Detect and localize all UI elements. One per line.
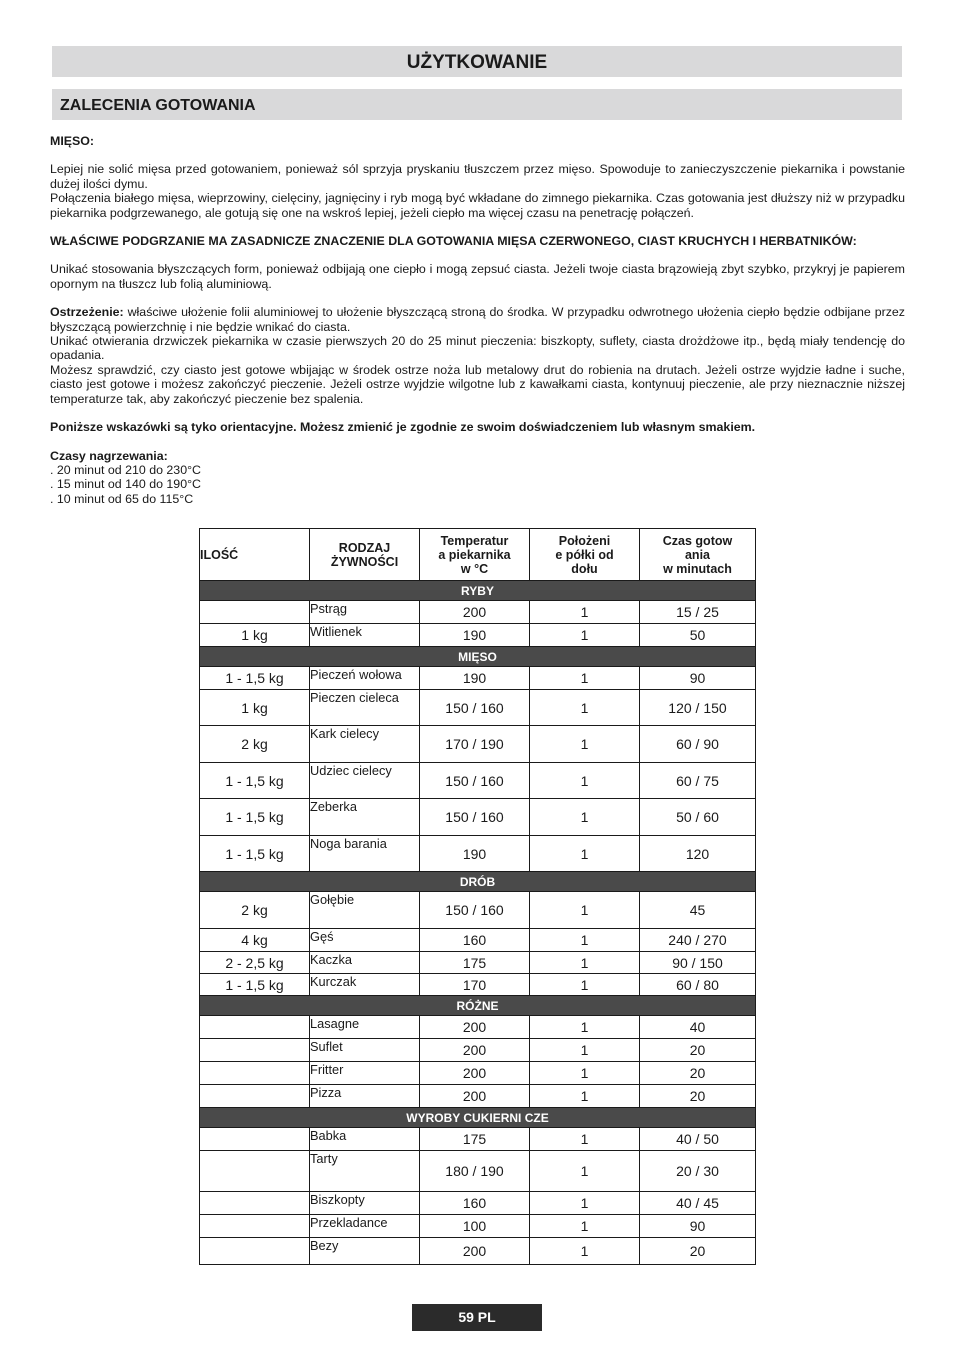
table-section-label: RYBY — [200, 581, 756, 601]
table-section-row — [200, 647, 756, 667]
time-cell: 120 — [640, 836, 756, 872]
time-cell: 40 — [640, 1016, 756, 1039]
shelf-cell: 1 — [530, 1062, 640, 1085]
body-text — [50, 134, 905, 506]
table-row — [200, 892, 756, 929]
shelf-cell: 1 — [530, 1039, 640, 1062]
warning-paragraph — [50, 305, 905, 334]
shelf-cell: 1 — [530, 624, 640, 647]
time-cell: 120 / 150 — [640, 690, 756, 726]
food-cell: Gołębie — [310, 892, 420, 929]
time-cell: 40 / 45 — [640, 1192, 756, 1215]
food-cell: Pieczen cieleca — [310, 690, 420, 726]
quantity-cell: 4 kg — [200, 929, 310, 952]
table-section-row — [200, 581, 756, 601]
shelf-cell: 1 — [530, 952, 640, 974]
temperature-cell: 190 — [420, 667, 530, 690]
meat-paragraph-1: Lepiej nie solić mięsa przed gotowaniem, ponieważ sól sprzyja pryskaniu tłuszczem przez mięso. Spowoduje to zanieczyszczenie piekarnika i powstanie dużej ilości dymu. — [50, 162, 905, 191]
time-cell: 20 — [640, 1238, 756, 1265]
table-section-label: WYROBY CUKIERNI CZE — [200, 1108, 756, 1128]
page-number: 59 PL — [412, 1304, 542, 1331]
time-cell: 60 / 80 — [640, 974, 756, 996]
temperature-cell: 160 — [420, 1192, 530, 1215]
time-cell: 20 / 30 — [640, 1151, 756, 1192]
time-cell: 90 — [640, 667, 756, 690]
section-heading: ZALECENIA GOTOWANIA — [60, 97, 256, 114]
food-cell: Noga barania — [310, 836, 420, 872]
temperature-cell: 170 — [420, 974, 530, 996]
table-row — [200, 1039, 756, 1062]
time-cell: 90 / 150 — [640, 952, 756, 974]
temperature-cell: 160 — [420, 929, 530, 952]
preheat-time-item: . 10 minut od 65 do 115°C — [50, 491, 194, 506]
temperature-cell: 175 — [420, 1128, 530, 1151]
time-cell: 40 / 50 — [640, 1128, 756, 1151]
quantity-cell: 1 - 1,5 kg — [200, 974, 310, 996]
food-cell: Kaczka — [310, 952, 420, 974]
time-cell: 20 — [640, 1039, 756, 1062]
temperature-cell: 200 — [420, 1085, 530, 1108]
food-cell: Fritter — [310, 1062, 420, 1085]
shelf-cell: 1 — [530, 1215, 640, 1238]
temperature-cell: 150 / 160 — [420, 763, 530, 799]
quantity-cell — [200, 1192, 310, 1215]
temperature-cell: 150 / 160 — [420, 892, 530, 929]
table-row — [200, 690, 756, 726]
food-cell: Bezy — [310, 1238, 420, 1265]
shelf-cell: 1 — [530, 1151, 640, 1192]
shelf-cell: 1 — [530, 799, 640, 836]
temperature-cell: 200 — [420, 1039, 530, 1062]
temperature-cell: 150 / 160 — [420, 799, 530, 836]
guideline-paragraph: Poniższe wskazówki są tyko orientacyjne. Możesz zmienić je zgodnie ze swoim doświadczeniem lub własnym smakiem. — [50, 420, 756, 435]
temperature-cell: 150 / 160 — [420, 690, 530, 726]
quantity-cell: 2 - 2,5 kg — [200, 952, 310, 974]
quantity-cell: 1 - 1,5 kg — [200, 667, 310, 690]
meat-heading: MIĘSO: — [50, 134, 95, 148]
quantity-cell: 1 - 1,5 kg — [200, 763, 310, 799]
quantity-cell — [200, 1238, 310, 1265]
shelf-cell: 1 — [530, 690, 640, 726]
quantity-cell — [200, 1016, 310, 1039]
preheat-time-item: . 20 minut od 210 do 230°C — [50, 462, 201, 477]
meat-paragraph-2: Połączenia białego mięsa, wieprzowiny, cielęciny, jagnięciny i ryb mogą być wkładane do zimnego piekarnika. Czas gotowania jest dłuższy niż w przypadku piekarnika podgrzewanego, ale gotują się one na wskroś lepiej, jeżeli ciepło ma więcej czasu na penetrację połączeń. — [50, 191, 905, 220]
table-row — [200, 1238, 756, 1265]
food-cell: Przekladance — [310, 1215, 420, 1238]
temperature-cell: 200 — [420, 1238, 530, 1265]
shelf-cell: 1 — [530, 892, 640, 929]
table-row — [200, 1016, 756, 1039]
time-cell: 15 / 25 — [640, 601, 756, 624]
quantity-cell — [200, 1128, 310, 1151]
quantity-cell: 1 - 1,5 kg — [200, 799, 310, 836]
shelf-cell: 1 — [530, 601, 640, 624]
food-cell: Biszkopty — [310, 1192, 420, 1215]
temperature-cell: 190 — [420, 624, 530, 647]
time-cell: 20 — [640, 1062, 756, 1085]
table-row — [200, 1062, 756, 1085]
temperature-cell: 170 / 190 — [420, 726, 530, 763]
quantity-cell: 1 kg — [200, 690, 310, 726]
time-cell: 50 — [640, 624, 756, 647]
page-title-bar — [52, 46, 902, 77]
food-cell: Witlienek — [310, 624, 420, 647]
shelf-cell: 1 — [530, 726, 640, 763]
preheat-heading: WŁAŚCIWE PODGRZANIE MA ZASADNICZE ZNACZENIE DLA GOTOWANIA MIĘSA CZERWONEGO, CIAST KRUCHYCH I HERBATNIKÓW: — [50, 234, 857, 249]
time-cell: 50 / 60 — [640, 799, 756, 836]
shelf-cell: 1 — [530, 667, 640, 690]
table-section-label: RÓŻNE — [200, 996, 756, 1016]
quantity-cell — [200, 601, 310, 624]
section-heading-bar — [52, 89, 902, 120]
shelf-cell: 1 — [530, 763, 640, 799]
table-row — [200, 974, 756, 996]
table-row — [200, 763, 756, 799]
table-section-label: DRÓB — [200, 872, 756, 892]
table-row — [200, 726, 756, 763]
table-row — [200, 799, 756, 836]
time-cell: 240 / 270 — [640, 929, 756, 952]
table-row — [200, 836, 756, 872]
shelf-cell: 1 — [530, 974, 640, 996]
time-cell: 20 — [640, 1085, 756, 1108]
preheat-times-heading: Czasy nagrzewania: — [50, 448, 168, 463]
food-cell: Kurczak — [310, 974, 420, 996]
header-food-type: RODZAJ ŻYWNOŚCI — [310, 529, 420, 581]
preheat-time-item: . 15 minut od 140 do 190°C — [50, 477, 201, 492]
temperature-cell: 175 — [420, 952, 530, 974]
table-row — [200, 952, 756, 974]
table-section-row — [200, 1108, 756, 1128]
table-section-label: MIĘSO — [200, 647, 756, 667]
food-cell: Babka — [310, 1128, 420, 1151]
temperature-cell: 100 — [420, 1215, 530, 1238]
temperature-cell: 200 — [420, 601, 530, 624]
quantity-cell — [200, 1039, 310, 1062]
shiny-forms-paragraph: Unikać stosowania błyszczących form, ponieważ odbijają one ciepło i mogą zepsuć ciasta. Jeżeli twoje ciasta brązowieją zbyt szybko, przykryj je papierem opornym na tłuszcz lub folią aluminiową. — [50, 262, 905, 291]
table-row — [200, 1128, 756, 1151]
header-quantity: ILOŚĆ — [200, 529, 310, 581]
food-cell: Udziec cielecy — [310, 763, 420, 799]
food-cell: Suflet — [310, 1039, 420, 1062]
quantity-cell: 2 kg — [200, 726, 310, 763]
table-section-row — [200, 872, 756, 892]
temperature-cell: 200 — [420, 1062, 530, 1085]
page-title: UŻYTKOWANIE — [406, 52, 548, 73]
shelf-cell: 1 — [530, 1238, 640, 1265]
warning-label: Ostrzeżenie: — [50, 305, 124, 320]
header-cooking-time: Czas gotow ania w minutach — [640, 529, 756, 581]
table-row — [200, 601, 756, 624]
temperature-cell: 180 / 190 — [420, 1151, 530, 1192]
food-cell: Pieczeń wołowa — [310, 667, 420, 690]
food-cell: Pizza — [310, 1085, 420, 1108]
header-temperature: Temperatur a piekarnika w °C — [420, 529, 530, 581]
shelf-cell: 1 — [530, 1016, 640, 1039]
temperature-cell: 200 — [420, 1016, 530, 1039]
table-row — [200, 667, 756, 690]
time-cell: 45 — [640, 892, 756, 929]
quantity-cell — [200, 1151, 310, 1192]
table-section-row — [200, 996, 756, 1016]
shelf-cell: 1 — [530, 836, 640, 872]
time-cell: 90 — [640, 1215, 756, 1238]
table-row — [200, 1085, 756, 1108]
time-cell: 60 / 75 — [640, 763, 756, 799]
door-paragraph: Unikać otwierania drzwiczek piekarnika w czasie pierwszych 20 do 25 minut pieczenia: biszkopty, suflety, ciasta drożdżowe itp., będą miały tendencję do opadania. — [50, 334, 905, 363]
quantity-cell: 1 - 1,5 kg — [200, 836, 310, 872]
table-row — [200, 1215, 756, 1238]
food-cell: Pstrąg — [310, 601, 420, 624]
quantity-cell — [200, 1215, 310, 1238]
shelf-cell: 1 — [530, 929, 640, 952]
table-row — [200, 624, 756, 647]
quantity-cell: 1 kg — [200, 624, 310, 647]
cooking-table — [199, 528, 756, 1265]
shelf-cell: 1 — [530, 1085, 640, 1108]
shelf-cell: 1 — [530, 1128, 640, 1151]
quantity-cell: 2 kg — [200, 892, 310, 929]
food-cell: Zeberka — [310, 799, 420, 836]
header-shelf-position: Położeni e półki od dołu — [530, 529, 640, 581]
time-cell: 60 / 90 — [640, 726, 756, 763]
table-row — [200, 929, 756, 952]
temperature-cell: 190 — [420, 836, 530, 872]
food-cell: Tarty — [310, 1151, 420, 1192]
quantity-cell — [200, 1085, 310, 1108]
table-row — [200, 1151, 756, 1192]
warning-text: właściwe ułożenie folii aluminiowej to ułożenie błyszczącą stroną do środka. W przypadku odwrotnego ułożenia ciepło będzie odbijane przez błyszczącą powierzchnię i nie będzie wnikać do ciasta. — [50, 305, 905, 334]
shelf-cell: 1 — [530, 1192, 640, 1215]
food-cell: Kark cielecy — [310, 726, 420, 763]
food-cell: Gęś — [310, 929, 420, 952]
quantity-cell — [200, 1062, 310, 1085]
table-header-row — [200, 529, 756, 581]
check-paragraph: Możesz sprawdzić, czy ciasto jest gotowe wbijając w środek ostrze noża lub metalowy drut do robienia na drutach. Jeżeli ostrze wyjdzie ładne i suche, ciasto jest gotowe i możesz zakończyć pieczenie. Jeżeli ostrze wyjdzie wilgotne lub z kawałkami ciasta, kontynuuj pieczenie, ale przy nieznacznie niższej temperaturze tak, aby zakończyć pieczenie bez spalenia. — [50, 362, 905, 406]
table-row — [200, 1192, 756, 1215]
food-cell: Lasagne — [310, 1016, 420, 1039]
table-body — [200, 581, 756, 1265]
